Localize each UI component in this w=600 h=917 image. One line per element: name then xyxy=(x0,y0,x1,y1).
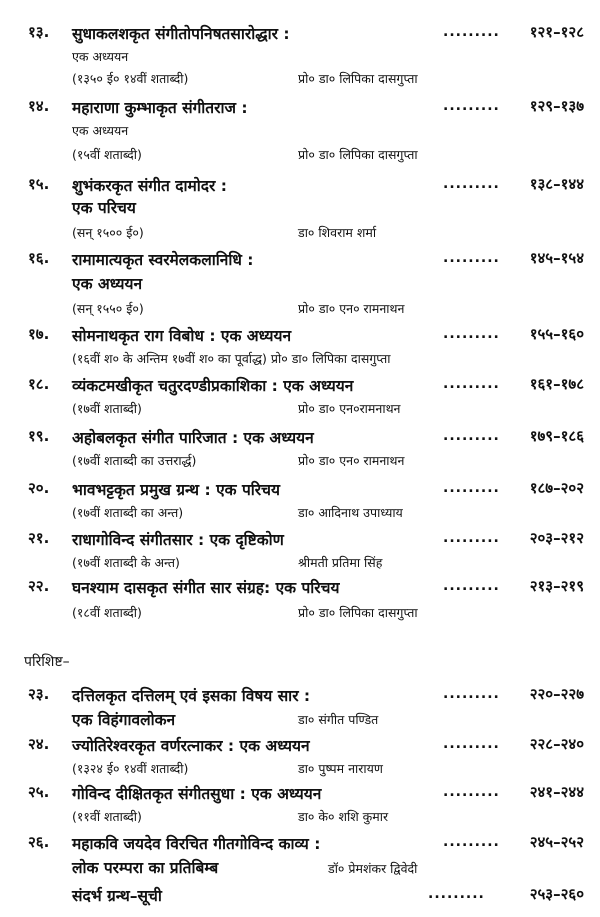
entry-author: प्रो० डा० एन० रामनाथन xyxy=(298,453,405,468)
toc-entry-19 xyxy=(28,426,584,470)
toc-entry-16 xyxy=(28,248,584,316)
entry-subtitle: एक अध्ययन xyxy=(72,49,129,64)
leader-dots: ......... xyxy=(443,98,500,114)
leader-dots: ......... xyxy=(443,530,500,546)
entry-title: रामामात्यकृत स्वरमेलकलानिधि : xyxy=(72,251,254,269)
toc-entry-25 xyxy=(28,782,584,826)
page-range: २१३–२१९ xyxy=(529,577,584,595)
entry-author: प्रो० डा० एन०रामनाथन xyxy=(298,401,401,416)
entry-title: सुधाकलशकृत संगीतोपनिषतसारोद्धार : xyxy=(72,25,290,43)
leader-dots: ......... xyxy=(443,428,500,444)
page-range: २४१–२४४ xyxy=(529,783,584,801)
entry-title: ज्योतिरेश्वरकृत वर्णरत्नाकर : एक अध्ययन xyxy=(72,737,310,755)
entry-number: २१. xyxy=(28,529,50,547)
entry-period: (१७वीं शताब्दी) xyxy=(72,401,142,416)
page-range: २४५–२५२ xyxy=(529,833,584,851)
leader-dots: ......... xyxy=(443,326,500,342)
entry-number: २०. xyxy=(28,479,50,497)
entry-number: १४. xyxy=(28,97,50,115)
entry-title-continued: एक अध्ययन xyxy=(72,275,143,293)
entry-period: (१७वीं शताब्दी के अन्त) xyxy=(72,555,180,570)
entry-author: डा० के० शशि कुमार xyxy=(298,809,389,824)
leader-dots: ......... xyxy=(443,784,500,800)
entry-number: १६. xyxy=(28,249,50,267)
entry-number: २५. xyxy=(28,783,50,801)
page-range: १३८–१४४ xyxy=(529,175,584,193)
entry-title: सोमनाथकृत राग विबोध : एक अध्ययन xyxy=(72,327,292,345)
page-range: १४५–१५४ xyxy=(529,249,584,267)
leader-dots: ......... xyxy=(443,24,500,40)
entry-author: डा० संगीत पण्डित xyxy=(298,712,379,727)
entry-title: दत्तिलकृत दत्तिलम् एवं इसका विषय सार : xyxy=(72,687,311,705)
leader-dots: ......... xyxy=(443,578,500,594)
entry-author: प्रो० डा० लिपिका दासगुप्ता xyxy=(298,71,418,86)
page-range: १२९–१३७ xyxy=(529,97,584,115)
toc-entry-22 xyxy=(28,576,584,620)
entry-title-continued: लोक परम्परा का प्रतिबिम्ब xyxy=(72,859,219,877)
toc-entry-17 xyxy=(28,324,584,368)
toc-entry-14 xyxy=(28,96,584,160)
entry-author: श्रीमती प्रतिमा सिंह xyxy=(298,555,383,570)
entry-number: २६. xyxy=(28,833,50,851)
entry-title: महाराणा कुम्भाकृत संगीतराज : xyxy=(72,99,248,117)
toc-entry-18 xyxy=(28,374,584,418)
entry-title: राधागोविन्द संगीतसार : एक दृष्टिकोण xyxy=(72,531,284,549)
entry-title: शुभंकरकृत संगीत दामोदर : xyxy=(72,177,227,195)
entry-number: १८. xyxy=(28,375,50,393)
leader-dots: ......... xyxy=(443,250,500,266)
page-range: २०३–२१२ xyxy=(529,529,584,547)
entry-author: प्रो० डा० एन० रामनाथन xyxy=(298,301,405,316)
entry-number: १५. xyxy=(28,175,50,193)
leader-dots: ......... xyxy=(443,176,500,192)
entry-title: संदर्भ ग्रन्थ–सूची xyxy=(72,887,162,905)
entry-title: घनश्याम दासकृत संगीत सार संग्रह: एक परिचय xyxy=(72,579,340,597)
toc-entry-13 xyxy=(28,22,584,86)
page-range: १७९–१८६ xyxy=(529,427,584,445)
toc-entry-24 xyxy=(28,734,584,778)
entry-number: १७. xyxy=(28,325,50,343)
entry-number: १३. xyxy=(28,23,50,41)
leader-dots: ......... xyxy=(443,686,500,702)
leader-dots: ......... xyxy=(443,834,500,850)
entry-period: (१३२४ ई० १४वीं शताब्दी) xyxy=(72,761,189,776)
entry-title: व्यंकटमखीकृत चतुरदण्डीप्रकाशिका : एक अध्ययन xyxy=(72,377,354,395)
entry-period: (११वीं शताब्दी) xyxy=(72,809,142,824)
toc-entry-bibliography xyxy=(28,884,584,908)
page-range: २५३–२६० xyxy=(529,885,584,903)
entry-number: १९. xyxy=(28,427,50,445)
entry-author: डा० पुष्पम नारायण xyxy=(298,761,383,776)
toc-entry-23 xyxy=(28,684,584,728)
page-range: १२१–१२८ xyxy=(529,23,584,41)
entry-author: डा० आदिनाथ उपाध्याय xyxy=(298,505,403,520)
entry-number: २२. xyxy=(28,577,50,595)
entry-title: महाकवि जयदेव विरचित गीतगोविन्द काव्य : xyxy=(72,835,321,853)
page-range: २२८–२४० xyxy=(529,735,584,753)
leader-dots: ......... xyxy=(428,886,485,902)
entry-subtitle: एक अध्ययन xyxy=(72,123,129,138)
toc-entry-26 xyxy=(28,832,584,876)
toc-entry-15 xyxy=(28,174,584,238)
entry-author: प्रो० डा० लिपिका दासगुप्ता xyxy=(298,147,418,162)
entry-period: (१५वीं शताब्दी) xyxy=(72,147,142,162)
entry-title: गोविन्द दीक्षितकृत संगीतसुधा : एक अध्ययन xyxy=(72,785,322,803)
entry-number: २४. xyxy=(28,735,50,753)
entry-period: (१६वीं श० के अन्तिम १७वीं श० का पूर्वाद्ध) प्रो० डा० लिपिका दासगुप्ता xyxy=(72,351,391,366)
entry-author: प्रो० डा० लिपिका दासगुप्ता xyxy=(298,605,418,620)
entry-period: (१८वीं शताब्दी) xyxy=(72,605,142,620)
appendix-heading: परिशिष्ट– xyxy=(24,654,70,670)
toc-entry-21 xyxy=(28,528,584,572)
toc-entry-20 xyxy=(28,478,584,522)
page-range: २२०–२२७ xyxy=(529,685,584,703)
entry-title-continued: एक विहंगावलोकन xyxy=(72,711,176,729)
entry-period: (सन् १५५० ई०) xyxy=(72,301,144,316)
entry-title: भावभट्टकृत प्रमुख ग्रन्थ : एक परिचय xyxy=(72,481,280,499)
entry-title-continued: एक परिचय xyxy=(72,199,136,217)
entry-period: (१७वीं शताब्दी का अन्त) xyxy=(72,505,184,520)
entry-period: (१७वीं शताब्दी का उत्तरार्द्ध) xyxy=(72,453,197,468)
leader-dots: ......... xyxy=(443,376,500,392)
entry-period: (सन् १५०० ई०) xyxy=(72,225,144,240)
leader-dots: ......... xyxy=(443,736,500,752)
page-range: १६१–१७८ xyxy=(529,375,584,393)
entry-author: डा० शिवराम शर्मा xyxy=(298,225,377,240)
page-range: १८७–२०२ xyxy=(529,479,584,497)
entry-number: २३. xyxy=(28,685,50,703)
leader-dots: ......... xyxy=(443,480,500,496)
entry-period: (१३५० ई० १४वीं शताब्दी) xyxy=(72,71,189,86)
entry-title: अहोबलकृत संगीत पारिजात : एक अध्ययन xyxy=(72,429,314,447)
page-range: १५५–१६० xyxy=(529,325,584,343)
entry-author: डॉ० प्रेमशंकर द्विवेदी xyxy=(328,861,418,876)
